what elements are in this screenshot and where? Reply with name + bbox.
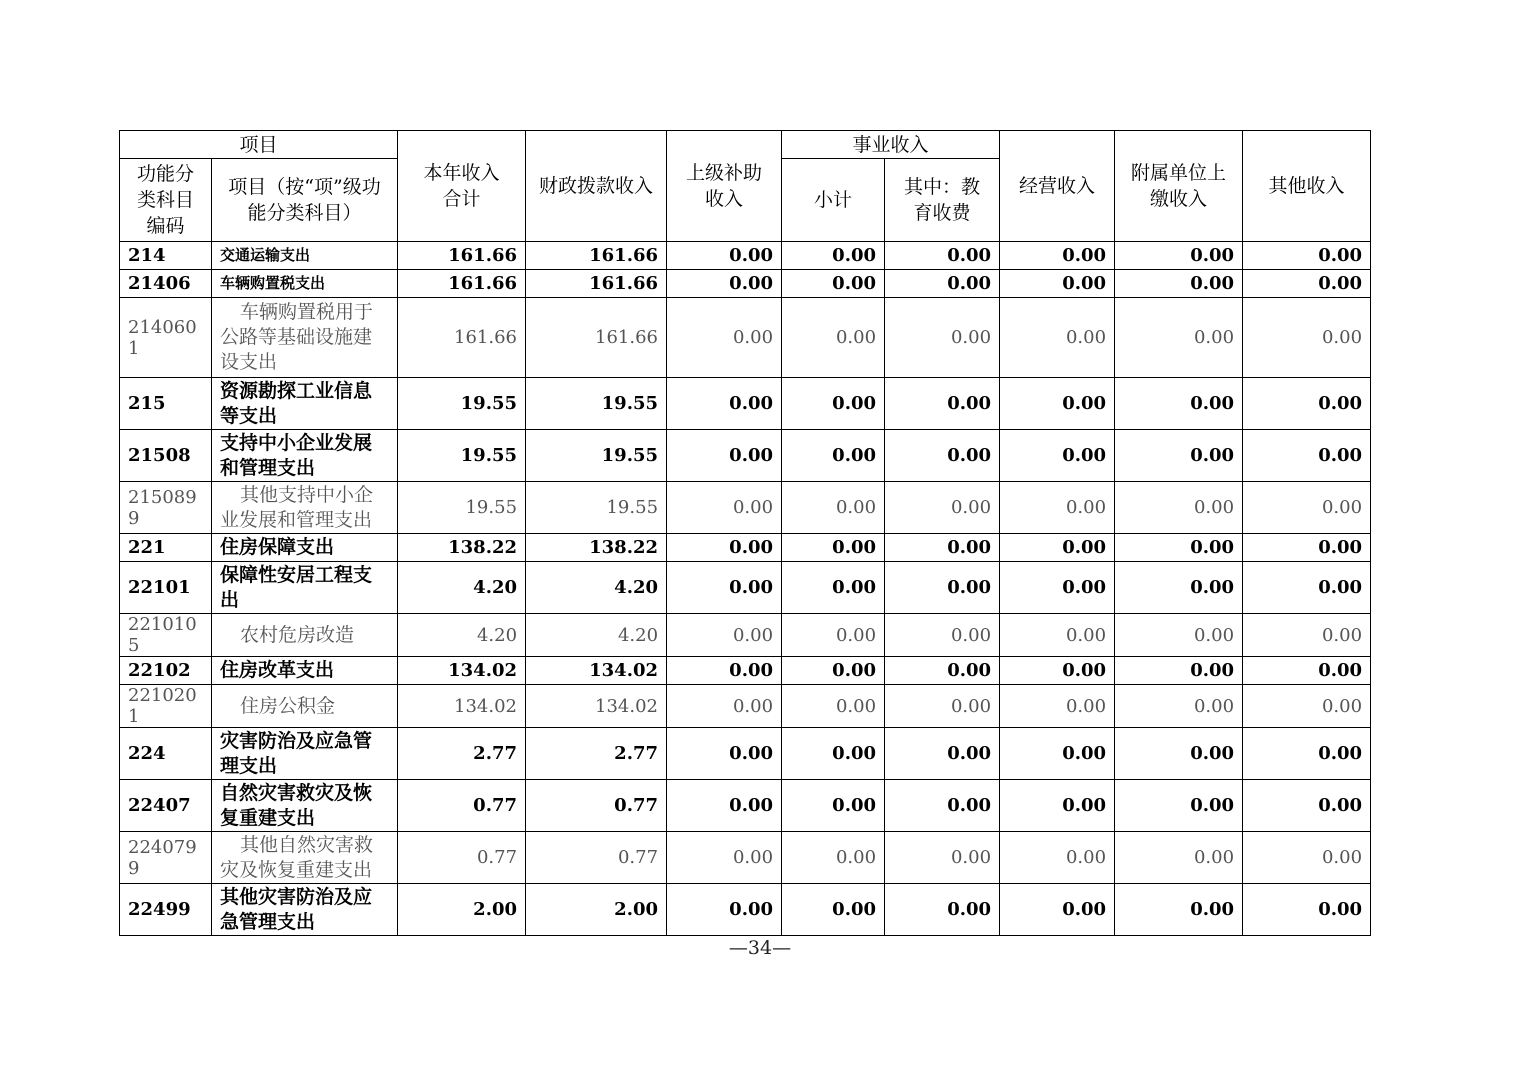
cell-other: 0.00 — [1243, 657, 1371, 685]
cell-other: 0.00 — [1243, 242, 1371, 270]
table-row — [120, 884, 1371, 936]
cell-subtotal: 0.00 — [782, 657, 885, 685]
cell-other: 0.00 — [1243, 832, 1371, 884]
cell-subsidy: 0.00 — [667, 378, 782, 430]
cell-total: 2.77 — [398, 728, 526, 780]
cell-operating: 0.00 — [1000, 378, 1115, 430]
cell-total: 0.77 — [398, 780, 526, 832]
header-name: 项目（按“项”级功能分类科目） — [212, 159, 398, 242]
row-code: 21508 — [120, 430, 212, 482]
cell-subtotal: 0.00 — [782, 562, 885, 614]
row-name: 住房公积金 — [212, 685, 398, 728]
table-row — [120, 657, 1371, 685]
cell-edu-fee: 0.00 — [885, 728, 1000, 780]
cell-edu-fee: 0.00 — [885, 614, 1000, 657]
cell-subsidy: 0.00 — [667, 832, 782, 884]
cell-subtotal: 0.00 — [782, 780, 885, 832]
cell-subsidy: 0.00 — [667, 298, 782, 378]
cell-subsidy: 0.00 — [667, 270, 782, 298]
table-row — [120, 685, 1371, 728]
cell-subtotal: 0.00 — [782, 378, 885, 430]
cell-edu-fee: 0.00 — [885, 298, 1000, 378]
cell-operating: 0.00 — [1000, 562, 1115, 614]
cell-other: 0.00 — [1243, 884, 1371, 936]
cell-subtotal: 0.00 — [782, 430, 885, 482]
cell-fiscal: 161.66 — [526, 298, 667, 378]
row-code: 2210105 — [120, 614, 212, 657]
cell-edu-fee: 0.00 — [885, 378, 1000, 430]
cell-total: 4.20 — [398, 562, 526, 614]
row-code: 22499 — [120, 884, 212, 936]
table-row — [120, 482, 1371, 534]
row-code: 22101 — [120, 562, 212, 614]
row-code: 224 — [120, 728, 212, 780]
row-code: 22102 — [120, 657, 212, 685]
cell-subsidy: 0.00 — [667, 614, 782, 657]
cell-subsidy: 0.00 — [667, 482, 782, 534]
row-code: 21406 — [120, 270, 212, 298]
cell-fiscal: 161.66 — [526, 270, 667, 298]
row-code: 2240799 — [120, 832, 212, 884]
row-name: 交通运输支出 — [212, 242, 398, 270]
cell-other: 0.00 — [1243, 534, 1371, 562]
table-row — [120, 270, 1371, 298]
row-code: 214 — [120, 242, 212, 270]
cell-operating: 0.00 — [1000, 685, 1115, 728]
cell-fiscal: 138.22 — [526, 534, 667, 562]
cell-affiliated: 0.00 — [1115, 482, 1243, 534]
cell-edu-fee: 0.00 — [885, 430, 1000, 482]
row-name: 灾害防治及应急管理支出 — [212, 728, 398, 780]
cell-fiscal: 19.55 — [526, 482, 667, 534]
cell-operating: 0.00 — [1000, 534, 1115, 562]
header-subtotal: 小计 — [782, 159, 885, 242]
table-row — [120, 378, 1371, 430]
cell-fiscal: 0.77 — [526, 832, 667, 884]
cell-other: 0.00 — [1243, 298, 1371, 378]
table-row — [120, 562, 1371, 614]
cell-fiscal: 134.02 — [526, 657, 667, 685]
cell-affiliated: 0.00 — [1115, 780, 1243, 832]
cell-edu-fee: 0.00 — [885, 482, 1000, 534]
row-name: 住房保障支出 — [212, 534, 398, 562]
cell-edu-fee: 0.00 — [885, 832, 1000, 884]
cell-subtotal: 0.00 — [782, 298, 885, 378]
cell-operating: 0.00 — [1000, 270, 1115, 298]
header-edu-fee: 其中：教育收费 — [885, 159, 1000, 242]
page-number: —34— — [728, 937, 792, 959]
cell-total: 134.02 — [398, 657, 526, 685]
cell-other: 0.00 — [1243, 685, 1371, 728]
header-operating: 经营收入 — [1000, 131, 1115, 242]
cell-total: 138.22 — [398, 534, 526, 562]
header-fiscal: 财政拨款收入 — [526, 131, 667, 242]
cell-affiliated: 0.00 — [1115, 832, 1243, 884]
row-code: 215 — [120, 378, 212, 430]
cell-total: 0.77 — [398, 832, 526, 884]
cell-affiliated: 0.00 — [1115, 728, 1243, 780]
cell-other: 0.00 — [1243, 728, 1371, 780]
cell-subtotal: 0.00 — [782, 832, 885, 884]
header-affiliated: 附属单位上缴收入 — [1115, 131, 1243, 242]
cell-subsidy: 0.00 — [667, 884, 782, 936]
row-name: 车辆购置税用于公路等基础设施建设支出 — [212, 298, 398, 378]
row-code: 2150899 — [120, 482, 212, 534]
cell-subtotal: 0.00 — [782, 482, 885, 534]
row-code: 2210201 — [120, 685, 212, 728]
row-name: 其他灾害防治及应急管理支出 — [212, 884, 398, 936]
cell-operating: 0.00 — [1000, 832, 1115, 884]
cell-total: 134.02 — [398, 685, 526, 728]
row-name: 其他支持中小企业发展和管理支出 — [212, 482, 398, 534]
table-row — [120, 832, 1371, 884]
cell-fiscal: 19.55 — [526, 378, 667, 430]
cell-affiliated: 0.00 — [1115, 884, 1243, 936]
cell-total: 4.20 — [398, 614, 526, 657]
cell-subtotal: 0.00 — [782, 614, 885, 657]
cell-subsidy: 0.00 — [667, 728, 782, 780]
row-code: 221 — [120, 534, 212, 562]
cell-edu-fee: 0.00 — [885, 780, 1000, 832]
cell-edu-fee: 0.00 — [885, 884, 1000, 936]
cell-edu-fee: 0.00 — [885, 562, 1000, 614]
cell-operating: 0.00 — [1000, 780, 1115, 832]
cell-subtotal: 0.00 — [782, 534, 885, 562]
cell-subsidy: 0.00 — [667, 562, 782, 614]
cell-total: 161.66 — [398, 298, 526, 378]
cell-subsidy: 0.00 — [667, 242, 782, 270]
cell-fiscal: 2.77 — [526, 728, 667, 780]
cell-fiscal: 0.77 — [526, 780, 667, 832]
header-code: 功能分类科目编码 — [120, 159, 212, 242]
cell-operating: 0.00 — [1000, 884, 1115, 936]
cell-total: 19.55 — [398, 378, 526, 430]
table-row — [120, 780, 1371, 832]
cell-other: 0.00 — [1243, 430, 1371, 482]
cell-fiscal: 19.55 — [526, 430, 667, 482]
cell-edu-fee: 0.00 — [885, 242, 1000, 270]
cell-affiliated: 0.00 — [1115, 685, 1243, 728]
cell-affiliated: 0.00 — [1115, 614, 1243, 657]
cell-edu-fee: 0.00 — [885, 534, 1000, 562]
cell-affiliated: 0.00 — [1115, 242, 1243, 270]
cell-subsidy: 0.00 — [667, 780, 782, 832]
header-total: 本年收入合计 — [398, 131, 526, 242]
table-row — [120, 534, 1371, 562]
table-row — [120, 298, 1371, 378]
table-row — [120, 614, 1371, 657]
cell-subsidy: 0.00 — [667, 657, 782, 685]
cell-total: 161.66 — [398, 242, 526, 270]
header-subsidy: 上级补助收入 — [667, 131, 782, 242]
row-name: 保障性安居工程支出 — [212, 562, 398, 614]
cell-subtotal: 0.00 — [782, 270, 885, 298]
header-item-group: 项目 — [120, 131, 398, 159]
cell-subtotal: 0.00 — [782, 242, 885, 270]
cell-fiscal: 134.02 — [526, 685, 667, 728]
row-code: 22407 — [120, 780, 212, 832]
income-budget-table — [119, 130, 1371, 936]
cell-affiliated: 0.00 — [1115, 657, 1243, 685]
cell-total: 19.55 — [398, 430, 526, 482]
cell-fiscal: 4.20 — [526, 562, 667, 614]
cell-other: 0.00 — [1243, 780, 1371, 832]
cell-operating: 0.00 — [1000, 728, 1115, 780]
row-name: 车辆购置税支出 — [212, 270, 398, 298]
cell-operating: 0.00 — [1000, 482, 1115, 534]
cell-affiliated: 0.00 — [1115, 378, 1243, 430]
cell-fiscal: 161.66 — [526, 242, 667, 270]
cell-affiliated: 0.00 — [1115, 298, 1243, 378]
cell-edu-fee: 0.00 — [885, 685, 1000, 728]
cell-other: 0.00 — [1243, 378, 1371, 430]
cell-operating: 0.00 — [1000, 430, 1115, 482]
cell-other: 0.00 — [1243, 614, 1371, 657]
cell-subsidy: 0.00 — [667, 534, 782, 562]
header-business-group: 事业收入 — [782, 131, 1000, 159]
row-name: 支持中小企业发展和管理支出 — [212, 430, 398, 482]
cell-other: 0.00 — [1243, 270, 1371, 298]
table-body — [120, 242, 1371, 936]
cell-operating: 0.00 — [1000, 614, 1115, 657]
table-row — [120, 430, 1371, 482]
row-name: 其他自然灾害救灾及恢复重建支出 — [212, 832, 398, 884]
cell-other: 0.00 — [1243, 482, 1371, 534]
cell-edu-fee: 0.00 — [885, 270, 1000, 298]
row-name: 资源勘探工业信息等支出 — [212, 378, 398, 430]
cell-affiliated: 0.00 — [1115, 430, 1243, 482]
cell-affiliated: 0.00 — [1115, 534, 1243, 562]
cell-total: 161.66 — [398, 270, 526, 298]
row-name: 农村危房改造 — [212, 614, 398, 657]
row-name: 自然灾害救灾及恢复重建支出 — [212, 780, 398, 832]
table-row — [120, 728, 1371, 780]
cell-subtotal: 0.00 — [782, 685, 885, 728]
cell-subsidy: 0.00 — [667, 685, 782, 728]
row-name: 住房改革支出 — [212, 657, 398, 685]
cell-edu-fee: 0.00 — [885, 657, 1000, 685]
row-code: 2140601 — [120, 298, 212, 378]
cell-operating: 0.00 — [1000, 657, 1115, 685]
table-header — [120, 131, 1371, 242]
cell-other: 0.00 — [1243, 562, 1371, 614]
cell-fiscal: 2.00 — [526, 884, 667, 936]
table-row — [120, 242, 1371, 270]
cell-subtotal: 0.00 — [782, 728, 885, 780]
cell-operating: 0.00 — [1000, 298, 1115, 378]
header-other: 其他收入 — [1243, 131, 1371, 242]
cell-total: 19.55 — [398, 482, 526, 534]
cell-affiliated: 0.00 — [1115, 562, 1243, 614]
cell-operating: 0.00 — [1000, 242, 1115, 270]
cell-subsidy: 0.00 — [667, 430, 782, 482]
cell-fiscal: 4.20 — [526, 614, 667, 657]
cell-affiliated: 0.00 — [1115, 270, 1243, 298]
cell-subtotal: 0.00 — [782, 884, 885, 936]
cell-total: 2.00 — [398, 884, 526, 936]
